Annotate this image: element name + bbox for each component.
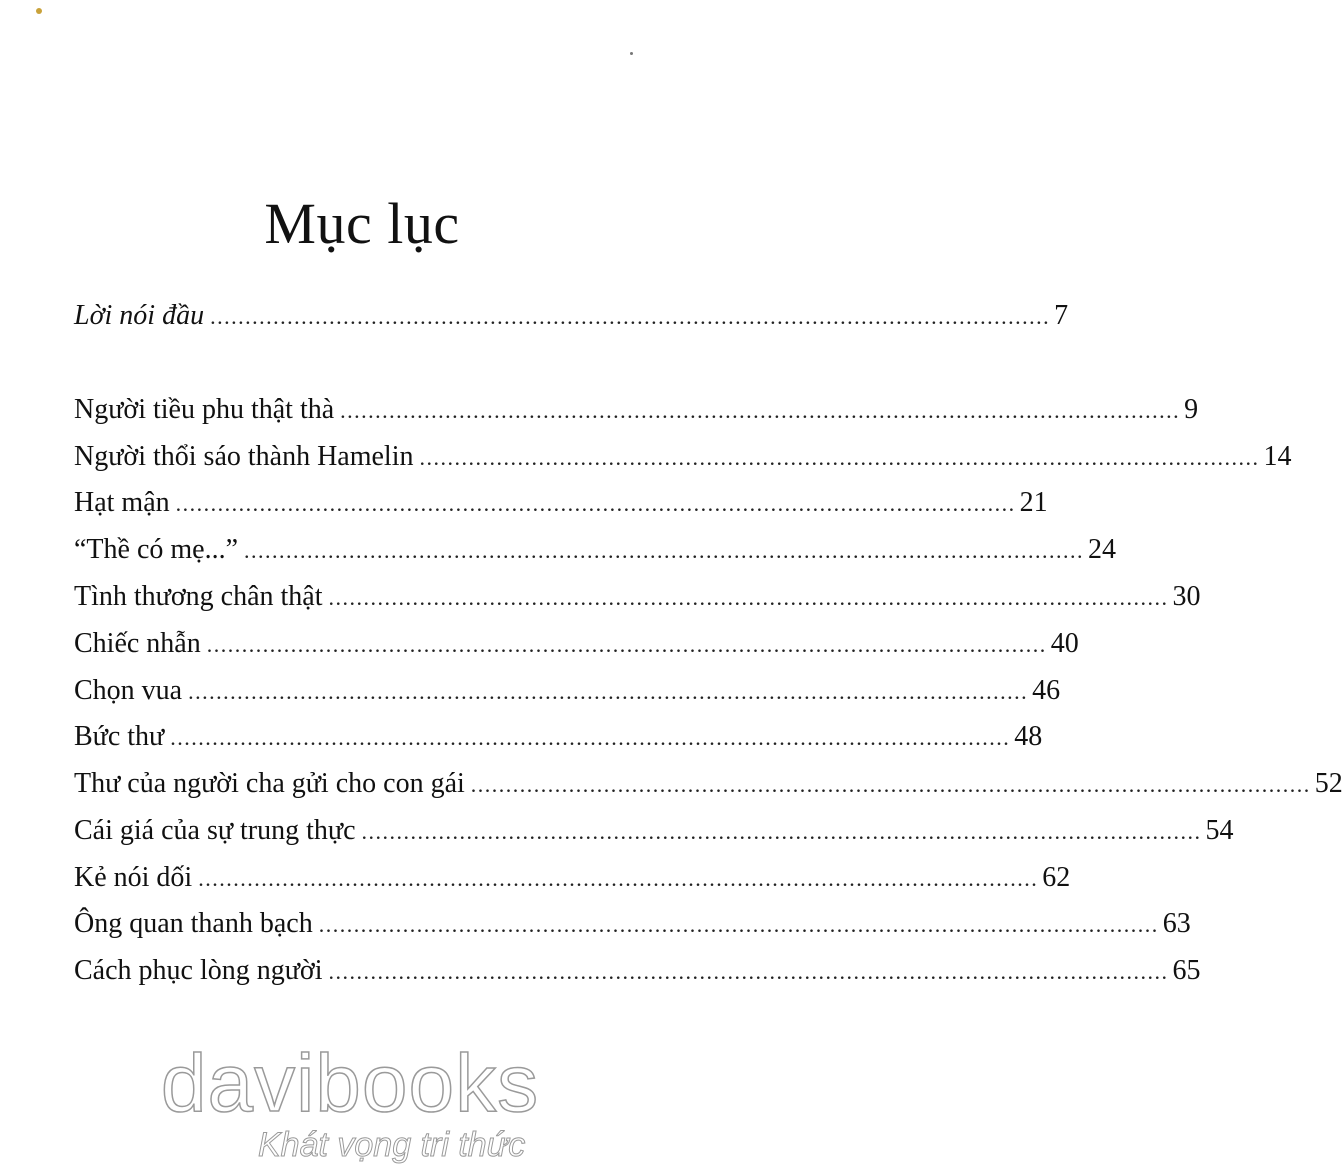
dot-leader: ........................................................................................................................ [419,445,1260,470]
toc-entry-page: 46 [1032,675,1061,706]
toc-entry [74,577,1201,617]
toc-entry-page: 30 [1172,581,1201,612]
toc-entry-label: Cái giá của sự trung thực [74,815,356,846]
toc-entry-preface [74,296,1069,336]
dot-leader: ........................................................................................................................ [188,679,1029,704]
dot-leader: ........................................................................................................................ [170,725,1011,750]
dot-leader: ........................................................................................................................ [175,491,1016,516]
toc-entry-label: Lời nói đầu [74,300,205,331]
toc-entry [74,904,1191,944]
toc-entry-label: “Thề có mẹ...” [74,534,239,565]
toc-entry-page: 21 [1019,487,1048,518]
toc-entry-label: Ông quan thanh bạch [74,908,313,939]
dot-leader: ........................................................................................................................ [361,819,1202,844]
toc-entry-label: Thư của người cha gửi cho con gái [74,768,465,799]
toc-entry-label: Kẻ nói dối [74,862,193,893]
toc-entry [74,624,1079,664]
toc-entry-page: 62 [1042,862,1071,893]
toc-entry-page: 7 [1054,300,1069,331]
watermark-tagline: Khát vọng tri thức [258,1126,526,1164]
toc-entry [74,437,1292,477]
toc-entry-page: 24 [1088,534,1117,565]
toc-entry-label: Chọn vua [74,675,183,706]
toc-entry-page: 48 [1014,721,1043,752]
toc-entry [74,483,1048,523]
dot-leader: ........................................................................................................................ [328,585,1169,610]
dot-leader: ........................................................................................................................ [244,538,1085,563]
toc-entry [74,390,1199,430]
dot-leader: ........................................................................................................................ [340,398,1181,423]
toc-entry-page: 14 [1263,441,1292,472]
toc-entry-label: Cách phục lòng người [74,955,323,986]
toc-entry [74,671,1061,711]
toc-entry-page: 65 [1172,955,1201,986]
toc-entry-label: Người thổi sáo thành Hamelin [74,441,414,472]
toc-entry-page: 52 [1314,768,1343,799]
toc-entry [74,764,1343,804]
paper-speck [36,8,42,14]
watermark-brand: davibooks [160,1038,540,1129]
toc-entry-label: Người tiều phu thật thà [74,394,335,425]
publisher-watermark [150,1038,550,1164]
toc-entry-page: 54 [1205,815,1234,846]
toc-entry-label: Bức thư [74,721,165,752]
toc-entry [74,858,1071,898]
toc-entry-page: 40 [1050,628,1079,659]
dot-leader: ........................................................................................................................ [318,912,1159,937]
toc-entry-page: 9 [1184,394,1199,425]
toc-entry [74,530,1117,570]
toc-entry-page: 63 [1162,908,1191,939]
dot-leader: ........................................................................................................................ [206,632,1047,657]
toc-entry [74,811,1234,851]
dot-leader: ........................................................................................................................ [328,959,1169,984]
toc-entry [74,717,1043,757]
dot-leader: ........................................................................................................................ [470,772,1311,797]
dot-leader: ........................................................................................................................ [210,304,1051,329]
toc-entry-label: Hạt mận [74,487,170,518]
dot-leader: ........................................................................................................................ [198,866,1039,891]
paper-speck [630,52,633,55]
page-title: Mục lục [264,191,460,256]
toc-entry [74,951,1201,991]
toc-entry-label: Tình thương chân thật [74,581,323,612]
toc-entry-label: Chiếc nhẫn [74,628,201,659]
